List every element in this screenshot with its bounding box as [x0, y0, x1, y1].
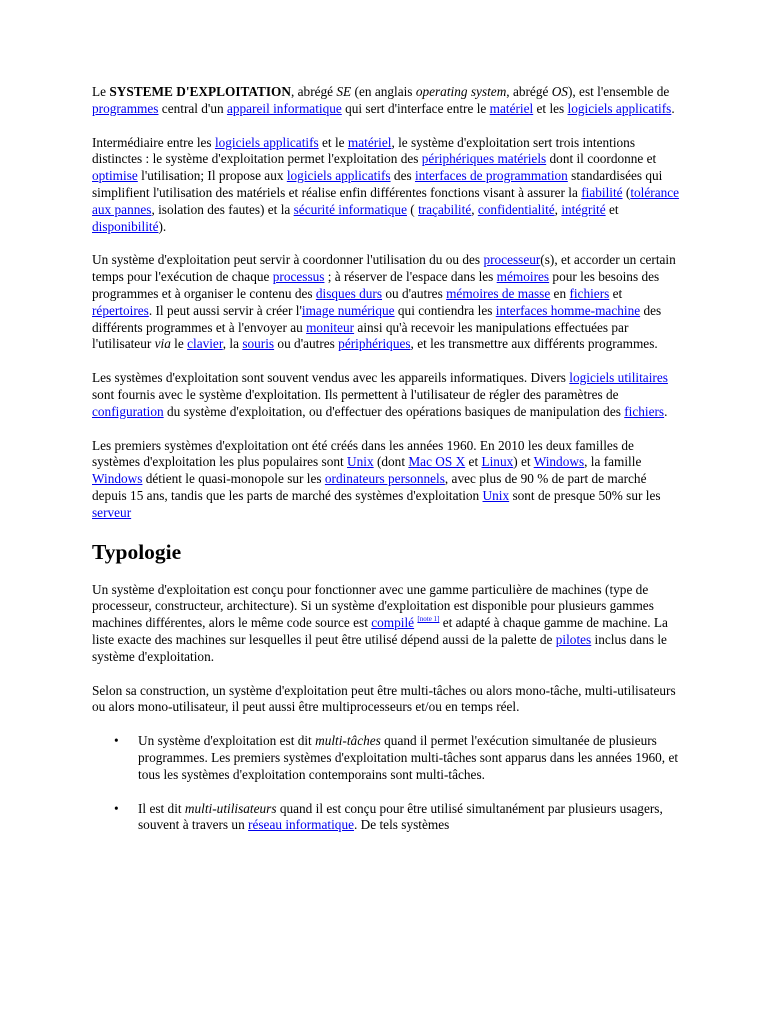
link-souris[interactable]: souris [242, 336, 275, 352]
text-run: . [671, 100, 675, 116]
link-windows[interactable]: Windows [92, 471, 143, 487]
link-memoires[interactable]: mémoires [496, 269, 550, 285]
bold-text: SYSTEME D'EXPLOITATION [109, 84, 291, 99]
text-run: , la [222, 336, 243, 352]
intro-section [92, 84, 682, 522]
text-run: le [170, 336, 188, 352]
link-programmes[interactable]: programmes [92, 100, 159, 116]
italic-text: via [154, 336, 171, 352]
bullet-icon: • [114, 733, 119, 749]
link-configuration[interactable]: configuration [92, 403, 164, 419]
text-run: ou d'autres [382, 285, 447, 301]
section-heading-typologie: Typologie [92, 539, 182, 564]
paragraph [92, 683, 682, 717]
text-run: et le [318, 134, 348, 150]
text-run: Un système d'exploitation est conçu pour fonctionner avec une gamme particulière de machines (type de processeur, constructeur, architecture). Si un système d'exploitation est disponible pour plusieurs gammes machines différentes, alors le même code source est [92, 581, 654, 631]
link-materiel[interactable]: matériel [489, 100, 534, 116]
text-run: ; à réserver de l'espace dans les [324, 269, 497, 285]
text-run: Un système d'exploitation est dit [138, 733, 316, 749]
text-run: ), est l'ensemble de [567, 84, 670, 99]
text-run: , la famille [584, 454, 642, 470]
text-run: Les premiers systèmes d'exploitation ont été créés dans les années 1960. En 2010 les deux familles de systèmes d'exploitation les plus populaires sont [92, 437, 634, 470]
link-peripheriques[interactable]: périphériques [338, 336, 411, 352]
link-optimise[interactable]: optimise [92, 168, 138, 184]
link-pilotes[interactable]: pilotes [555, 631, 592, 647]
link-image-numerique[interactable]: image numérique [301, 302, 395, 318]
text-run: et les [533, 100, 568, 116]
footnote-link[interactable]: [note 1] [417, 615, 440, 624]
italic-text: operating system [415, 84, 507, 99]
link-processeur[interactable]: processeur [483, 252, 541, 268]
link-interfaces-homme-machine[interactable]: interfaces homme-machine [495, 302, 641, 318]
link-unix[interactable]: Unix [347, 454, 374, 470]
document-page [92, 84, 682, 851]
text-run: , [471, 201, 478, 217]
text-run: ). [158, 218, 167, 234]
text-run: , le système d'exploitation sert trois intentions distinctes : le système d'exploitation permet l'exploitation des [92, 134, 635, 167]
text-run: pour les besoins des programmes et à organiser le contenu des [92, 269, 660, 301]
text-run: central d'un [158, 100, 227, 116]
italic-text: OS [551, 84, 568, 99]
link-securite-informatique[interactable]: sécurité informatique [293, 201, 407, 217]
text-run: ( [622, 184, 631, 200]
link-ordinateurs-personnels[interactable]: ordinateurs personnels [324, 471, 445, 487]
text-run: . De tels systèmes [354, 817, 450, 833]
text-run: inclus dans le système d'exploitation. [92, 631, 667, 664]
paragraph [92, 252, 682, 353]
text-run: Selon sa construction, un système d'exploitation peut être multi-tâches ou alors mono-tâche, multi-utilisateurs ou alors mono-utilisateur, il peut aussi être multiprocesseurs et/ou en temps réel. [92, 682, 676, 715]
text-run: qui sert d'interface entre le [341, 100, 490, 116]
text-run: , isolation des fautes) et la [151, 201, 294, 217]
text-run: et [465, 454, 482, 470]
text-run: , abrégé [506, 84, 552, 99]
text-run: du système d'exploitation, ou d'effectuer des opérations basiques de manipulation des [163, 403, 625, 419]
link-logiciels-applicatifs[interactable]: logiciels applicatifs [214, 134, 319, 150]
link-compile[interactable]: compilé [371, 615, 415, 631]
text-run: , et les transmettre aux différents programmes. [410, 336, 658, 352]
link-repertoires[interactable]: répertoires [92, 302, 149, 318]
link-peripheriques-materiels[interactable]: périphériques matériels [421, 151, 547, 167]
text-run: Un système d'exploitation peut servir à coordonner l'utilisation du ou des [92, 252, 484, 268]
text-run: Intermédiaire entre les [92, 134, 215, 150]
footnote-ref [417, 615, 439, 623]
list-item [114, 733, 682, 783]
list-item [114, 800, 682, 835]
typologie-section [92, 582, 682, 717]
link-mac-os-x[interactable]: Mac OS X [408, 454, 466, 470]
link-windows[interactable]: Windows [533, 454, 585, 470]
text-run: et [605, 201, 619, 217]
link-logiciels-utilitaires[interactable]: logiciels utilitaires [569, 370, 668, 386]
text-run: Il est dit [138, 800, 185, 816]
link-tolerance-aux-pannes[interactable]: tolérance aux pannes [92, 184, 680, 217]
text-run: (dont [373, 454, 409, 470]
text-run: quand il est conçu pour être utilisé simultanément par plusieurs usagers, souvent à travers un [138, 800, 663, 833]
text-run: ou d'autres [274, 336, 339, 352]
paragraph [92, 370, 682, 420]
text-run: l'utilisation; Il propose aux [137, 168, 287, 184]
text-run: quand il permet l'exécution simultanée de plusieurs programmes. Les premiers systèmes d'exploitation multi-tâches sont apparus dans les années 1960, et tous les systèmes d'exploitation contemporains sont multi-tâches. [138, 733, 679, 782]
text-run: dont il coordonne et [546, 151, 657, 167]
text-run: , avec plus de 90 % de part de marché depuis 15 ans, tandis que les parts de marché des systèmes d'exploitation [92, 471, 647, 503]
paragraph [92, 84, 682, 118]
bullet-list [92, 733, 682, 834]
text-run: et adapté à chaque gamme de machine. La liste exacte des machines sur lesquelles il peut être utilisé dépend aussi de la palette de [92, 615, 668, 647]
text-run: ainsi qu'à recevoir les manipulations effectuées par l'utilisateur [92, 319, 629, 352]
link-disques-durs[interactable]: disques durs [315, 285, 383, 301]
paragraph [92, 438, 682, 522]
italic-text: multi-tâches [315, 733, 381, 749]
link-integrite[interactable]: intégrité [561, 201, 606, 217]
bullet-icon: • [114, 800, 119, 816]
link-linux[interactable]: Linux [481, 454, 514, 470]
link-logiciels-applicatifs[interactable]: logiciels applicatifs [286, 168, 391, 184]
link-clavier[interactable]: clavier [187, 336, 223, 352]
link-appareil-informatique[interactable]: appareil informatique [226, 100, 342, 116]
link-materiel[interactable]: matériel [347, 134, 392, 150]
text-run: (en anglais [351, 84, 416, 99]
text-run: standardisées qui simplifient l'utilisation des matériels et réalise enfin différentes fonctions visant à assurer la [92, 168, 663, 200]
link-processus[interactable]: processus [272, 269, 325, 285]
link-reseau-informatique[interactable]: réseau informatique [248, 817, 355, 833]
link-interfaces-de-programmation[interactable]: interfaces de programmation [414, 168, 568, 184]
link-fichiers[interactable]: fichiers [569, 285, 610, 301]
italic-text: multi-utilisateurs [184, 800, 277, 816]
link-serveur[interactable]: serveur [92, 504, 132, 520]
text-run: sont fournis avec le système d'exploitation. Ils permettent à l'utilisateur de régler des paramètres de [92, 386, 619, 402]
text-run: des [390, 168, 415, 184]
text-run: Le [92, 84, 110, 99]
paragraph [92, 135, 682, 236]
text-run: détient le quasi-monopole sur les [142, 471, 325, 487]
link-memoires-de-masse[interactable]: mémoires de masse [446, 285, 551, 301]
link-fichiers[interactable]: fichiers [624, 403, 665, 419]
link-disponibilite[interactable]: disponibilité [92, 218, 159, 234]
text-run: . [664, 403, 668, 419]
link-logiciels-applicatifs[interactable]: logiciels applicatifs [567, 100, 672, 116]
paragraph [92, 582, 682, 666]
text-run: et [609, 285, 623, 301]
text-run: . Il peut aussi servir à créer l' [148, 302, 302, 318]
text-run: (s), et accorder un certain temps pour l'exécution de chaque [92, 252, 676, 285]
text-run: qui contiendra les [394, 302, 496, 318]
text-run: ( [406, 201, 419, 217]
link-confidentialite[interactable]: confidentialité [477, 201, 555, 217]
text-run: , [554, 201, 562, 217]
text-run: ) et [513, 454, 534, 470]
link-fiabilite[interactable]: fiabilité [581, 184, 623, 200]
link-moniteur[interactable]: moniteur [306, 319, 355, 335]
link-unix[interactable]: Unix [482, 487, 510, 503]
text-run: sont de presque 50% sur les [509, 487, 661, 503]
italic-text: SE [336, 84, 352, 99]
link-tracabilite[interactable]: traçabilité [418, 201, 472, 217]
text-run: des différents programmes et à l'envoyer au [92, 302, 662, 335]
text-run: en [550, 285, 570, 301]
text-run: , abrégé [291, 84, 337, 99]
text-run: Les systèmes d'exploitation sont souvent vendus avec les appareils informatiques. Divers [92, 370, 570, 386]
